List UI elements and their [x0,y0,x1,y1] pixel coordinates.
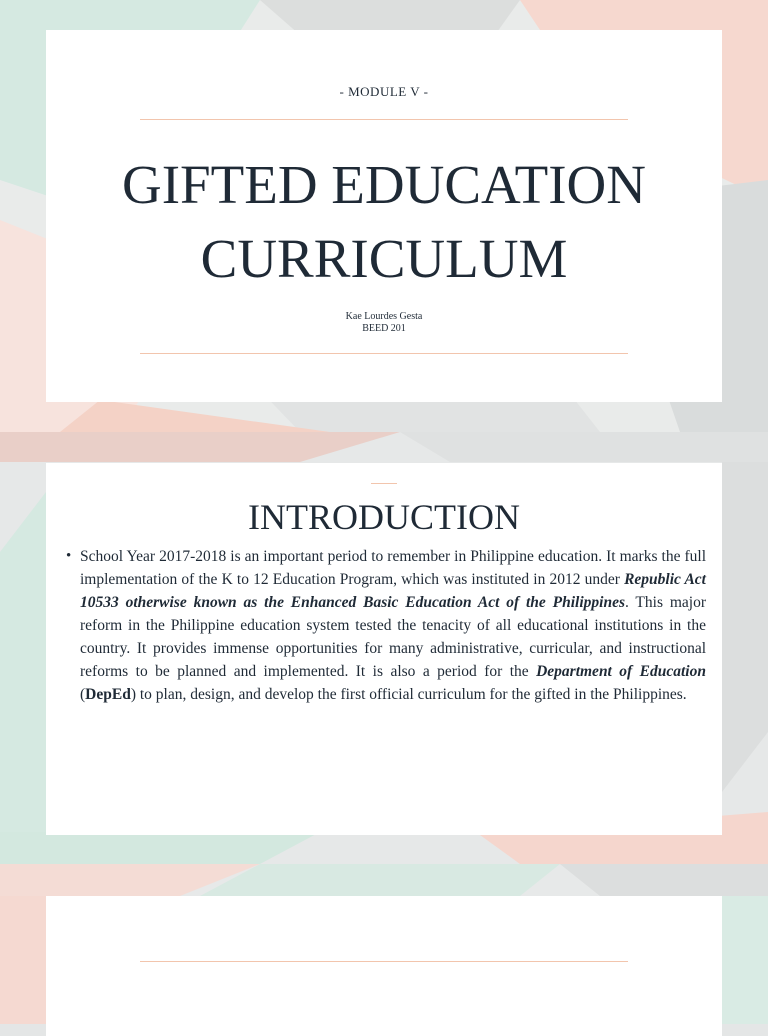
bullet-icon: • [66,548,72,564]
deped-abbreviation: DepEd [85,686,131,703]
author-name: Kae Lourdes Gesta [345,311,423,322]
title-line-2: CURRICULUM [200,228,568,289]
republic-act-reference: Republic Act 10533 otherwise known as the Enhanced Basic Education Act of the Philippines [80,571,706,611]
introduction-bullet [66,545,706,706]
next-slide-divider [140,961,628,962]
heading-accent-line [371,483,397,484]
introduction-paragraph [80,545,706,706]
bottom-divider [140,353,628,354]
paragraph-text-1: School Year 2017-2018 is an important period to remember in Philippine education. It marks the full implementation of the K to 12 Education Program, which was instituted in 2012 under [80,548,706,588]
paragraph-text-2: . This major reform in the Philippine education system tested the tenacity of all educational institutions in the country. It provides immense opportunities for many administrative, curricular, and instructional reforms to be planned and implemented. It is also a period for the [80,594,706,680]
introduction-slide-card [46,463,722,835]
module-label: - MODULE V - [339,84,429,99]
paragraph-text-4: ) to plan, design, and develop the first official curriculum for the gifted in the Philippines. [130,686,687,703]
deped-full-name: Department of Education [536,663,706,680]
paragraph-text-3: ( [80,686,86,703]
top-divider [140,119,628,120]
author-class: BEED 201 [362,323,406,334]
slide-title [46,148,722,296]
title-slide-card [46,30,722,402]
author-block [46,311,722,335]
next-slide-card [46,896,722,1036]
title-line-1: GIFTED EDUCATION [122,154,646,215]
introduction-heading: INTRODUCTION [248,497,520,537]
